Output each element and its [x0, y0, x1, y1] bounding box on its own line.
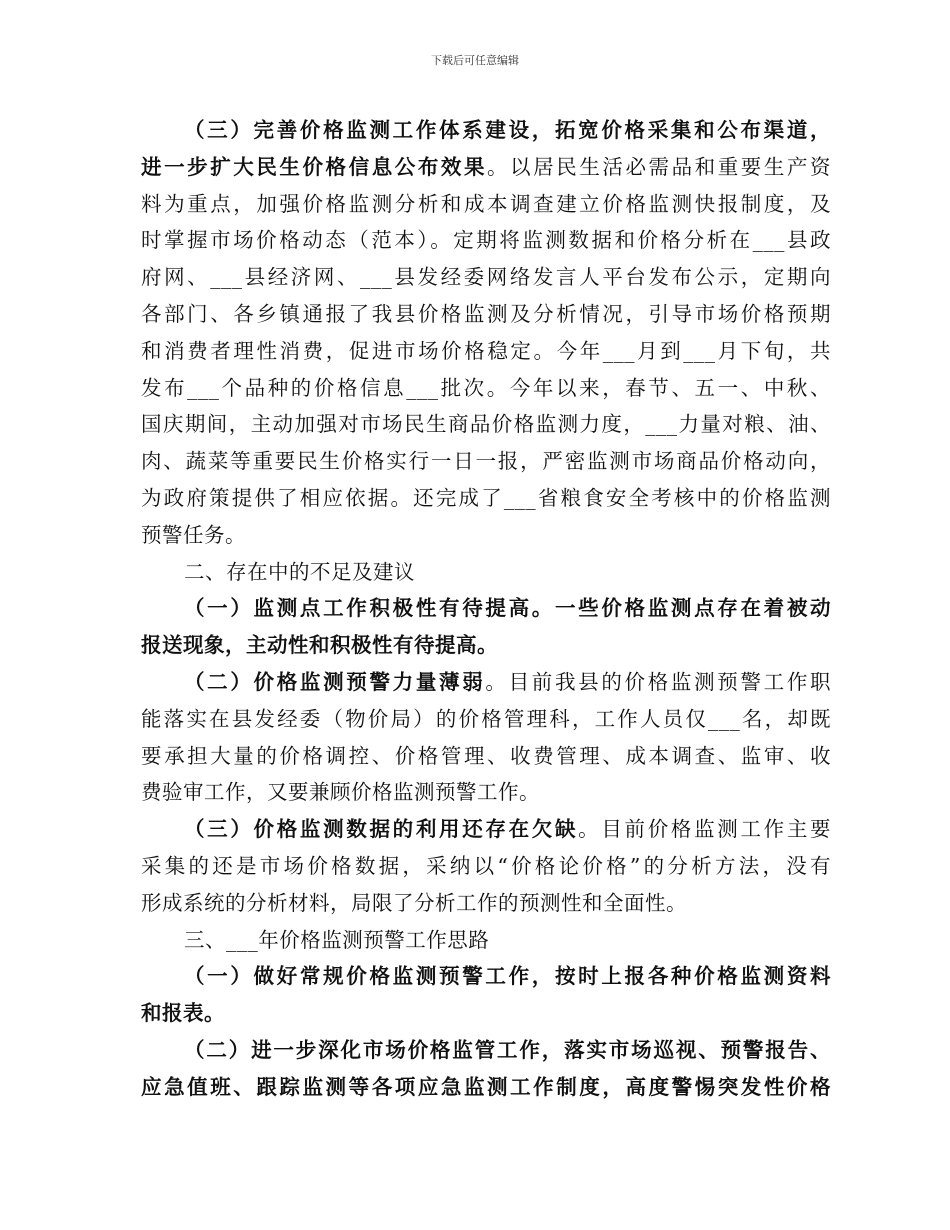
- text-line: [141, 259, 831, 296]
- text-line: [141, 186, 831, 223]
- text-line: [141, 480, 831, 517]
- bold-text-segment: （一）做好常规价格监测预警工作，按时上报各种价格监测资料: [184, 964, 831, 989]
- text-segment: 。目前价格监测工作主要: [578, 817, 832, 842]
- text-line: [141, 664, 831, 701]
- text-line: [141, 406, 831, 443]
- text-segment: 为政府策提供了相应依据。还完成了___省粮食安全考核中的价格监测: [141, 485, 831, 510]
- text-segment: 时掌握市场价格动态（范本）。定期将监测数据和价格分析在___县政: [141, 228, 831, 253]
- text-line: [141, 958, 831, 995]
- text-segment: 和消费者理性消费，促进市场价格稳定。今年___月到___月下旬，共: [141, 338, 831, 363]
- text-segment: 发布___个品种的价格信息___批次。今年以来，春节、五一、中秋、: [141, 375, 831, 400]
- bold-text-segment: （三）价格监测数据的利用还存在欠缺: [184, 817, 579, 842]
- text-line: [141, 517, 831, 554]
- text-segment: 料为重点，加强价格监测分析和成本调查建立价格监测快报制度，及: [141, 191, 831, 216]
- text-line: [141, 590, 831, 627]
- text-line: [141, 296, 831, 333]
- text-line: [141, 885, 831, 922]
- bold-text-segment: （一）监测点工作积极性有待提高。一些价格监测点存在着被动: [184, 596, 831, 621]
- document-body: [141, 112, 831, 1106]
- text-segment: 费验审工作，又要兼顾价格监测预警工作。: [141, 780, 540, 805]
- text-line: [141, 738, 831, 775]
- bold-text-segment: （二）进一步深化市场价格监管工作，落实市场巡视、预警报告、: [184, 1037, 831, 1062]
- text-line: [141, 370, 831, 407]
- text-line: [141, 922, 831, 959]
- text-segment: 各部门、各乡镇通报了我县价格监测及分析情况，引导市场价格预期: [141, 301, 831, 326]
- text-segment: 。目前我县的价格监测预警工作职: [485, 669, 832, 694]
- bold-text-segment: 进一步扩大民生价格信息公布效果: [141, 154, 488, 179]
- text-segment: 。以居民生活必需品和重要生产资: [487, 154, 832, 179]
- text-segment: 采集的还是市场价格数据，采纳以“价格论价格”的分析方法，没有: [141, 853, 831, 878]
- text-line: [141, 112, 831, 149]
- text-line: [141, 701, 831, 738]
- text-segment: 预警任务。: [141, 522, 246, 547]
- text-line: [141, 1069, 831, 1106]
- bold-text-segment: 和报表。: [141, 1001, 225, 1026]
- text-line: [141, 811, 831, 848]
- text-line: [141, 149, 831, 186]
- text-segment: 要承担大量的价格调控、价格管理、收费管理、成本调查、监审、收: [141, 743, 831, 768]
- text-line: [141, 774, 831, 811]
- page-header: 下载后可任意编辑: [431, 54, 519, 67]
- bold-text-segment: （三）完善价格监测工作体系建设，拓宽价格采集和公布渠道，: [184, 118, 831, 142]
- text-line: [141, 443, 831, 480]
- text-line: [141, 333, 831, 370]
- text-segment: 能落实在县发经委（物价局）的价格管理科，工作人员仅___名，却既: [141, 706, 831, 731]
- text-line: [141, 1032, 831, 1069]
- text-line: [141, 222, 831, 259]
- text-segment: 肉、蔬菜等重要民生价格实行一日一报，严密监测市场商品价格动向，: [141, 449, 831, 474]
- bold-text-segment: （二）价格监测预警力量薄弱: [184, 669, 486, 694]
- bold-text-segment: 报送现象，主动性和积极性有待提高。: [141, 633, 498, 658]
- text-segment: 国庆期间，主动加强对市场民生商品价格监测力度，___力量对粮、油、: [141, 412, 831, 437]
- bold-text-segment: 应急值班、跟踪监测等各项应急监测工作制度，高度警惕突发性价格: [141, 1074, 831, 1099]
- text-line: [141, 554, 831, 591]
- text-line: [141, 995, 831, 1032]
- text-segment: 形成系统的分析材料，局限了分析工作的预测性和全面性。: [141, 890, 687, 915]
- text-segment: 三、___年价格监测预警工作思路: [184, 927, 490, 952]
- text-line: [141, 627, 831, 664]
- text-line: [141, 848, 831, 885]
- text-segment: 府网、___县经济网、___县发经委网络发言人平台发布公示，定期向: [141, 265, 831, 290]
- text-segment: 二、存在中的不足及建议: [184, 559, 415, 584]
